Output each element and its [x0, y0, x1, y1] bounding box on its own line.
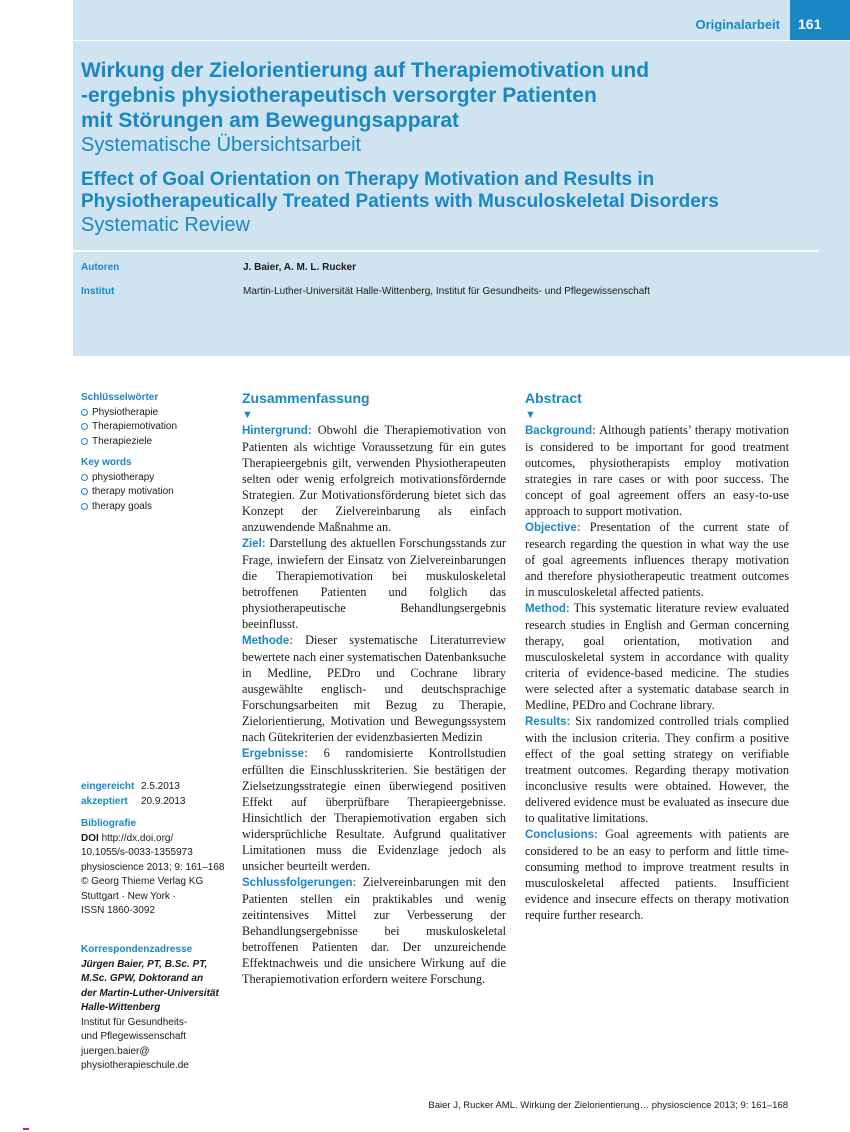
keywords-de-label: Schlüsselwörter [81, 392, 159, 403]
correspondence-block [81, 943, 231, 1074]
zusammenfassung-section-2 [242, 535, 506, 632]
abstract-section-2 [525, 519, 789, 600]
section-label: Method: [525, 603, 570, 615]
section-text: Darstellung des aktuellen Forschungsstands zur Frage, inwiefern der Einsatz von Zielvereinbarungen die Therapiemotivation bei muskuloskeletal betroffenen Patienten und folglich das physiotherapeutische Behandlungsergebnis beeinflusst. [242, 536, 507, 631]
abstract-arrow-icon: ▼ [525, 409, 536, 421]
subtitle-en: Systematic Review [81, 214, 250, 236]
received-date: 2.5.2013 [141, 781, 180, 792]
section-text: Although patients’ therapy motivation is considered to be important for good treatment outcomes, physiotherapists employ motivation strategies in rare cases or with poor success. The concept of goal agreement offers an easy-to-use approach to support motivation. [525, 423, 789, 518]
corner-mark [23, 1128, 29, 1130]
section-label: Ziel: [242, 538, 266, 550]
section-text: Six randomized controlled trials complied with the inclusion criteria. They confirm a positive effect of the goal setting strategy on verifiable treatment outcomes. Regarding therapy motivation inconclusive results were obtained. However, the delivered evidence must be evaluated as insecure due to qualitative limitations. [525, 714, 789, 825]
page-footer: Baier J, Rucker AML. Wirkung der Zielorientierung… physioscience 2013; 9: 161–168 [428, 1100, 788, 1111]
zusammenfassung-title: Zusammenfassung [242, 390, 370, 406]
bib-line-4: © Georg Thieme Verlag KG [81, 876, 204, 887]
authors-label: Autoren [81, 262, 120, 273]
accepted-label: akzeptiert [81, 795, 128, 807]
zusammenfassung-section-3 [242, 632, 506, 745]
keyword-en-2: therapy motivation [81, 485, 231, 500]
doi-label: DOI [81, 832, 99, 844]
title-de-line-2: -ergebnis physiotherapeutisch versorgter Patienten [81, 84, 597, 107]
section-label: Ergebnisse: [242, 748, 308, 760]
zusammenfassung-section-1 [242, 422, 506, 535]
bib-line-2: 10.1055/s-0033-1355973 [81, 847, 193, 858]
bib-line-5: Stuttgart · New York · [81, 890, 177, 902]
abstract-column [525, 390, 789, 923]
title-en-line-1: Effect of Goal Orientation on Therapy Motivation and Results in [81, 169, 655, 190]
page-number: 161 [790, 0, 850, 40]
section-text: Obwohl die Therapiemotivation von Patienten als wichtige Voraussetzung für ein gutes Therapieergebnis gilt, verwenden Physiotherapeuten selten oder wenig erfolgreich motivationsfördernde Strategien. Zur Motivationsförderung bietet sich das Konzept der Zielvereinbarung als einfach anzuwendende Maßnahme an. [242, 423, 506, 534]
section-text: Zielvereinbarungen mit den Patienten stellen ein praktikables und wenig zeitintensives Mittel zur Verbesserung der Behandlungsergebnisse bei muskuloskeletal betroffenen Patienten dar. Der unzureichende Effektnachweis und die unsichere Wirkung auf die Therapiemotivation erfordern weitere Forschung. [242, 875, 506, 986]
institute-label: Institut [81, 286, 115, 297]
section-label: Originalarbeit [695, 17, 780, 32]
keyword-de-2: Therapiemotivation [81, 420, 231, 435]
section-text: Goal agreements with patients are considered to be an easy to perform and little time-consuming method to improve treatment results in musculoskeletal affected patients. Insufficient evidence and insecure effects on therapy motivation require further research. [525, 827, 790, 922]
keyword-de-1: Physiotherapie [81, 406, 231, 421]
corr-address-3: juergen.baier@ [81, 1045, 150, 1057]
zusammenfassung-section-4 [242, 745, 506, 874]
keyword-en-3: therapy goals [81, 500, 231, 515]
keywords-en-label: Key words [81, 457, 132, 468]
accepted-date: 20.9.2013 [141, 795, 186, 807]
corr-name-2: M.Sc. GPW, Doktorand an [81, 973, 204, 984]
abstract-section-3 [525, 600, 789, 713]
section-label: Results: [525, 716, 571, 728]
received-label: eingereicht [81, 781, 135, 792]
correspondence-label: Korrespondenzadresse [81, 944, 193, 955]
corr-address-4: physiotherapieschule.de [81, 1060, 189, 1071]
section-label: Conclusions: [525, 829, 598, 841]
abstract-section-1 [525, 422, 789, 519]
doi-line-1: http://dx.doi.org/ [101, 832, 174, 844]
title-en-line-2: Physiotherapeutically Treated Patients with Musculoskeletal Disorders [81, 191, 719, 212]
section-label: Hintergrund: [242, 425, 312, 437]
institute: Martin-Luther-Universität Halle-Wittenberg, Institut für Gesundheits- und Pflegewissenschaft [243, 286, 650, 297]
authors: J. Baier, A. M. L. Rucker [243, 262, 357, 273]
title-de-line-3: mit Störungen am Bewegungsapparat [81, 109, 460, 132]
corr-name-4: Halle-Wittenberg [81, 1002, 161, 1013]
corr-name-1: Jürgen Baier, PT, B.Sc. PT, [81, 958, 208, 970]
keyword-en-1: physiotherapy [81, 471, 231, 486]
bib-line-6: ISSN 1860-3092 [81, 905, 155, 916]
bibliography-block [81, 780, 231, 919]
title-block [81, 58, 801, 237]
zusammenfassung-arrow-icon: ▼ [242, 409, 253, 421]
section-text: Dieser systematische Literaturreview bewertete nach einer systematischen Datenbanksuche in Medline, PEDro und Cochrane library ausgewählte englisch- und deutschsprachige Forschungsarbeiten mit Bezug zu Therapie, Zielorientierung, Motivation und Bewegungssystem nach Gütekriterien der evidenzbasierten Medizin [242, 633, 507, 744]
section-text: Presentation of the current state of research regarding the question in what way the use of goal agreements influences therapy motivation and therefore physiotherapeutic treatment outcomes in musculoskeletal affected patients. [525, 520, 789, 599]
zusammenfassung-section-5 [242, 874, 506, 987]
section-text: 6 randomisierte Kontrollstudien erfüllten die Einschlusskriterien. Sie bestätigen der Zielsetzungsstrategie einen überwiegend positiven Effekt auf überprüfbare Therapieergebnisse. Hinsichtlich der Therapiemotivation ergaben sich widersprüchliche Resultate. Aufgrund qualitativer Limitationen muss die Evidenzlage jedoch als unsicher beurteilt werden. [242, 746, 506, 873]
section-label: Background: [525, 425, 596, 437]
section-label: Schlussfolgerungen: [242, 877, 357, 889]
section-label: Methode: [242, 635, 294, 647]
zusammenfassung-column [242, 390, 506, 987]
top-bar [73, 0, 850, 41]
title-de-line-1: Wirkung der Zielorientierung auf Therapiemotivation und [81, 59, 650, 82]
corr-name-3: der Martin-Luther-Universität [81, 987, 219, 999]
keyword-de-3: Therapieziele [81, 435, 231, 450]
abstract-section-5 [525, 826, 789, 923]
corr-address-2: und Pflegewissenschaft [81, 1031, 187, 1042]
keywords-block [81, 391, 231, 514]
separator-line [73, 250, 818, 252]
bib-line-3: physioscience 2013; 9: 161–168 [81, 861, 225, 873]
section-label: Objective: [525, 522, 581, 534]
abstract-section-4 [525, 713, 789, 826]
abstract-title: Abstract [525, 390, 582, 406]
section-text: This systematic literature review evaluated research studies in English and German concerning therapy, goal orientation, motivation and musculoskeletal system in accordance with quality criteria of evidence-based medicine. The studies were selected after a systematic database search in Medline, PEDro and Cochrane library. [525, 601, 789, 712]
bibliography-label: Bibliografie [81, 818, 137, 829]
corr-address-1: Institut für Gesundheits- [81, 1016, 188, 1028]
subtitle-de: Systematische Übersichtsarbeit [81, 134, 362, 156]
